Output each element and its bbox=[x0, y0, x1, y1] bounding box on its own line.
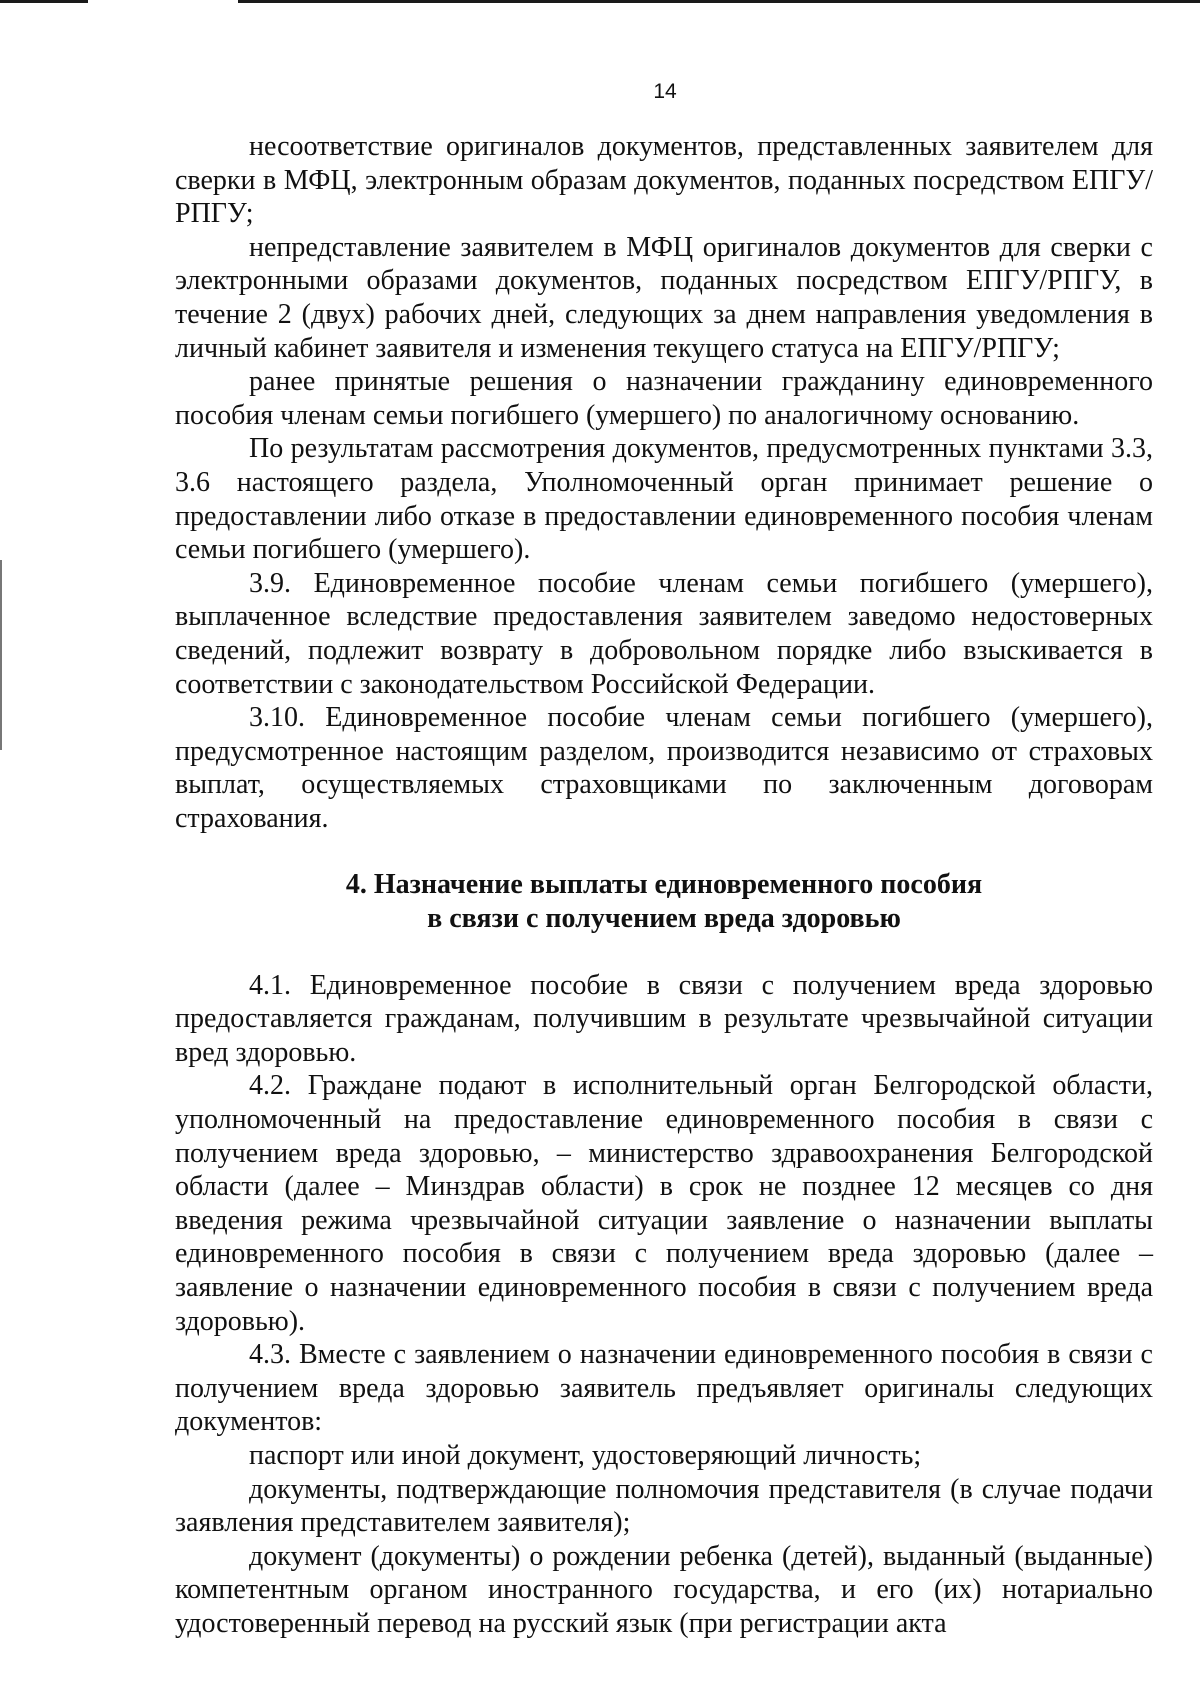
paragraph: 4.2. Граждане подают в исполнительный орган Белгородской области, уполномоченный на предоставление единовременного пособия в связи с получением вреда здоровью, – министерство здравоохранения Белгородской области (далее – Минздрав области) в срок не позднее 12 месяцев со дня введения режима чрезвычайной ситуации заявление о назначении выплаты единовременного пособия в связи с получением вреда здоровью (далее – заявление о назначении единовременного пособия в связи с получением вреда здоровью). bbox=[175, 1070, 1153, 1337]
paragraph: несоответствие оригиналов документов, представленных заявителем для сверки в МФЦ, электронным образам документов, поданных посредством ЕПГУ/РПГУ; bbox=[175, 131, 1153, 230]
paragraph: паспорт или иной документ, удостоверяющий личность; bbox=[249, 1439, 922, 1471]
paragraph: непредставление заявителем в МФЦ оригиналов документов для сверки с электронными образами документов, поданных посредством ЕПГУ/РПГУ, в течение 2 (двух) рабочих дней, следующих за днем направления уведомления в личный кабинет заявителя и изменения текущего статуса на ЕПГУ/РПГУ; bbox=[175, 231, 1153, 364]
page-number: 14 bbox=[653, 80, 677, 103]
scan-edge-left bbox=[0, 560, 2, 750]
section-heading bbox=[175, 868, 1153, 935]
paragraph: 4.1. Единовременное пособие в связи с получением вреда здоровью предоставляется гражданам, получившим в результате чрезвычайной ситуации вред здоровью. bbox=[175, 969, 1153, 1068]
paragraph: 3.9. Единовременное пособие членам семьи погибшего (умершего), выплаченное вследствие предоставления заявителем заведомо недостоверных сведений, подлежит возврату в добровольном порядке либо взыскивается в соответствии с законодательством Российской Федерации. bbox=[175, 567, 1153, 700]
paragraph: По результатам рассмотрения документов, предусмотренных пунктами 3.3, 3.6 настоящего раздела, Уполномоченный орган принимает решение о предоставлении либо отказе в предоставлении единовременного пособия членам семьи погибшего (умершего). bbox=[175, 433, 1153, 566]
paragraph: ранее принятые решения о назначении гражданину единовременного пособия членам семьи погибшего (умершего) по аналогичному основанию. bbox=[175, 366, 1153, 431]
paragraph: 4.3. Вместе с заявлением о назначении единовременного пособия в связи с получением вреда здоровью заявитель предъявляет оригиналы следующих документов: bbox=[175, 1339, 1153, 1438]
paragraph: документы, подтверждающие полномочия представителя (в случае подачи заявления представителем заявителя); bbox=[175, 1473, 1153, 1539]
section-heading-line2: в связи с получением вреда здоровью bbox=[427, 903, 901, 935]
section-heading-line1: 4. Назначение выплаты единовременного пособия bbox=[345, 869, 983, 901]
paragraph: документ (документы) о рождении ребенка (детей), выданный (выданные) компетентным органом иностранного государства, и его (их) нотариально удостоверенный перевод на русский язык (при регистрации акта bbox=[175, 1540, 1153, 1639]
document-body bbox=[175, 130, 1153, 1641]
scan-edge-gap bbox=[88, 0, 238, 3]
paragraph: 3.10. Единовременное пособие членам семьи погибшего (умершего), предусмотренное настоящим разделом, производится независимо от страховых выплат, осуществляемых страховщиками по заключенным договорам страхования. bbox=[175, 702, 1153, 834]
